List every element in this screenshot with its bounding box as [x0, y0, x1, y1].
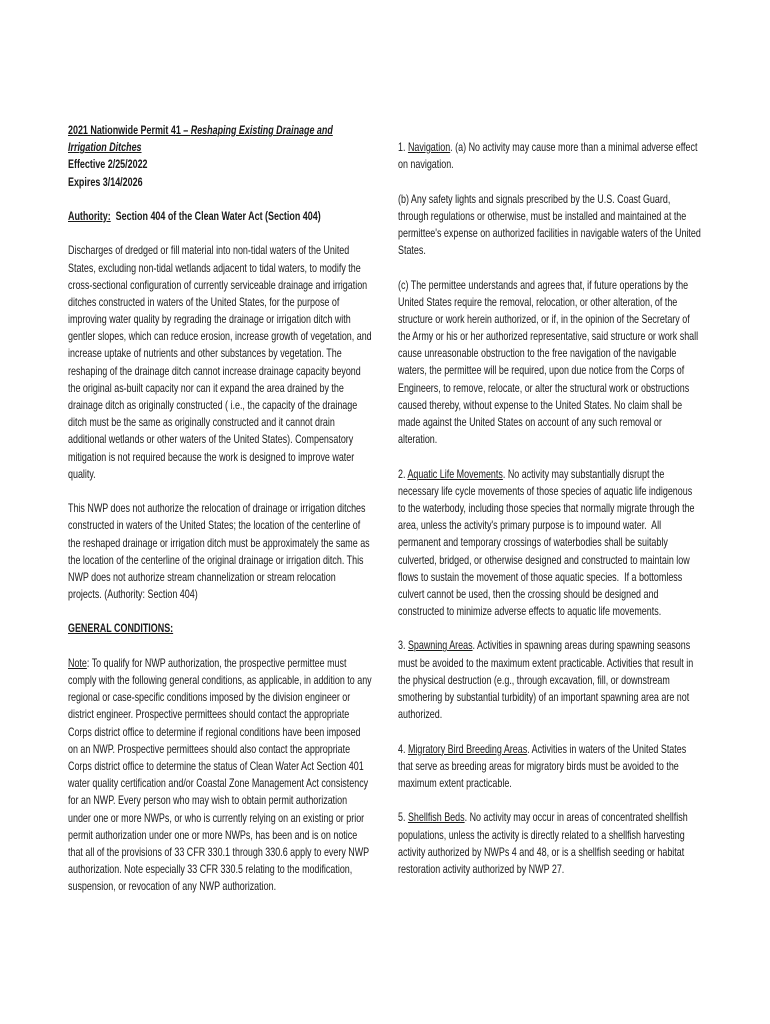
text-segment: ditches constructed in waters of the United States, for the purpose of: [68, 294, 340, 309]
description-paragraph: [68, 242, 380, 483]
text-segment: States.: [398, 243, 426, 258]
text-segment: cross-sectional configuration of currently serviceable drainage and irrigation: [68, 277, 368, 292]
text-line: [398, 191, 671, 208]
text-segment: 1.: [398, 140, 408, 154]
text-line: [68, 792, 348, 809]
bold-text: Expires 3/14/2026: [68, 174, 143, 189]
condition-1b: [398, 191, 708, 260]
condition-1c: [398, 277, 708, 449]
text-line: [398, 758, 679, 775]
underlined-label: Navigation: [407, 140, 451, 154]
text-line: [398, 775, 629, 792]
condition-1-navigation: [398, 139, 708, 173]
text-segment: permittee's expense on authorized facilities in navigable waters of the United: [398, 225, 701, 240]
text-segment: gentler slopes, which can reduce erosion, increase growth of vegetation, and: [68, 329, 372, 344]
text-segment: cause unreasonable obstruction to the free navigation of the navigable: [398, 346, 677, 361]
note-paragraph: [68, 655, 380, 896]
text-line: [398, 242, 629, 259]
text-line: [398, 380, 690, 397]
text-line: [398, 861, 629, 878]
text-segment: permanent and temporary crossings of waterbodies shall be suitably: [398, 535, 668, 550]
text-segment: . Activities in spawning areas during spawning seasons: [472, 638, 691, 653]
text-segment: suspension, or revocation of any NWP authorization.: [68, 879, 277, 894]
text-segment: Discharges of dredged or fill material into non-tidal waters of the United: [68, 243, 350, 258]
text-line: [398, 431, 629, 448]
text-line: [398, 655, 694, 672]
text-line: [398, 294, 678, 311]
text-segment: alteration.: [398, 432, 438, 447]
text-line: [68, 380, 344, 397]
text-line: [398, 466, 665, 483]
text-line: [68, 672, 372, 689]
text-segment: improving water quality by regrading the drainage or irrigation ditch with: [68, 312, 351, 327]
text-segment: projects. (Authority: Section 404): [68, 587, 198, 602]
text-line: [398, 809, 688, 826]
text-line: [68, 466, 300, 483]
text-line: [398, 225, 701, 242]
underlined-label: Irrigation Ditches: [68, 140, 142, 155]
text-line: [68, 363, 361, 380]
text-line: [398, 500, 695, 517]
text-segment: quality.: [68, 466, 96, 481]
text-line: [398, 552, 690, 569]
text-segment: 2.: [398, 466, 408, 481]
text-line: [68, 174, 300, 191]
text-segment: (b) Any safety lights and signals prescribed by the U.S. Coast Guard,: [398, 191, 671, 206]
text-line: [68, 139, 300, 156]
text-segment: constructed to minimize adverse effects to aquatic life movements.: [398, 604, 662, 619]
text-line: [68, 449, 355, 466]
text-segment: waters, the permittee will be required, upon due notice from the Corps of: [398, 363, 685, 378]
text-segment: 4.: [398, 741, 408, 756]
text-segment: Corps district office to determine if regional conditions have been imposed: [68, 724, 361, 739]
text-line: [68, 689, 351, 706]
text-line: [398, 362, 685, 379]
text-line: [398, 414, 662, 431]
text-line: [398, 689, 690, 706]
text-line: [68, 397, 358, 414]
text-line: [68, 655, 347, 672]
text-line: [68, 878, 300, 895]
underlined-label: Reshaping Existing Drainage and: [190, 123, 333, 137]
text-line: [398, 277, 689, 294]
text-segment: the reshaped drainage or irrigation ditch must be approximately the same as: [68, 535, 370, 550]
text-line: [398, 517, 662, 534]
text-segment: . Activities in waters of the United States: [527, 741, 687, 756]
text-line: [398, 637, 691, 654]
text-line: [68, 277, 368, 294]
text-segment: ditch must be the same as originally constructed and it cannot drain: [68, 415, 335, 430]
condition-3-spawning: [398, 637, 708, 723]
text-line: [68, 724, 361, 741]
text-segment: . No activity may substantially disrupt the: [502, 466, 665, 481]
text-segment: maximum extent practicable.: [398, 775, 512, 790]
text-line: [398, 569, 683, 586]
text-line: [398, 328, 699, 345]
text-segment: the original as-built capacity nor can it expand the area drained by the: [68, 380, 344, 395]
bold-text: Effective 2/25/2022: [68, 157, 148, 172]
text-line: [398, 156, 629, 173]
underlined-label: Spawning Areas: [407, 638, 473, 653]
text-segment: permit authorization under one or more NWPs, has been and is on notice: [68, 827, 358, 842]
text-line: [68, 552, 364, 569]
text-segment: . (a) No activity may cause more than a minimal adverse effect: [450, 140, 698, 154]
text-line: [398, 741, 687, 758]
text-line: [68, 328, 372, 345]
text-line: [68, 706, 350, 723]
underlined-label: Aquatic Life Movements: [407, 466, 503, 481]
underlined-label: Migratory Bird Breeding Areas: [407, 741, 528, 756]
text-segment: on navigation.: [398, 157, 454, 172]
text-line: [68, 827, 358, 844]
text-line: [68, 260, 361, 277]
text-line: [398, 139, 698, 156]
text-segment: Corps district office to determine the status of Clean Water Act Section 401: [68, 758, 364, 773]
text-segment: culverted, bridged, or otherwise designed and constructed to maintain low: [398, 552, 690, 567]
text-line: [398, 706, 629, 723]
text-line: [68, 810, 365, 827]
text-segment: the Army or his or her authorized representative, said structure or work shall: [398, 329, 699, 344]
text-segment: water quality certification and/or Coastal Zone Management Act consistency: [68, 776, 369, 791]
text-line: [68, 208, 321, 225]
text-segment: the physical destruction (e.g., through excavation, fill, or downstream: [398, 672, 670, 687]
text-line: [68, 414, 335, 431]
text-segment: reshaping of the drainage ditch cannot increase drainage capacity beyond: [68, 363, 361, 378]
relocation-paragraph: [68, 500, 380, 603]
text-line: [68, 311, 351, 328]
underlined-label: Authority:: [68, 208, 111, 223]
text-segment: increase uptake of nutrients and other substances by vegetation. The: [68, 346, 342, 361]
text-line: [68, 122, 333, 139]
text-line: [68, 156, 300, 173]
right-column: [398, 139, 708, 895]
bold-text: Section 404 of the Clean Water Act (Section 404): [110, 208, 321, 223]
text-line: [68, 775, 369, 792]
text-segment: on an NWP. Prospective permittees should also contact the appropriate: [68, 741, 351, 756]
text-line: [398, 534, 668, 551]
text-line: [68, 242, 350, 259]
text-segment: regional or case-specific conditions imposed by the division engineer or: [68, 690, 351, 705]
text-line: [398, 827, 685, 844]
text-segment: 5.: [398, 810, 408, 825]
text-line: [398, 603, 662, 620]
text-segment: flows to sustain the movement of those aquatic species. If a bottomless: [398, 569, 683, 584]
text-line: [398, 586, 659, 603]
text-line: [398, 672, 670, 689]
text-segment: additional wetlands or other waters of the United States). Compensatory: [68, 432, 354, 447]
text-segment: (c) The permittee understands and agrees that, if future operations by the: [398, 277, 689, 292]
text-line: [398, 208, 687, 225]
text-segment: culvert cannot be used, then the crossing should be designed and: [398, 586, 659, 601]
text-segment: restoration activity authorized by NWP 27.: [398, 861, 565, 876]
text-line: [68, 431, 354, 448]
text-line: [68, 535, 370, 552]
condition-2-aquatic-life: [398, 466, 708, 621]
underlined-label: GENERAL CONDITIONS:: [68, 621, 174, 636]
text-segment: constructed in waters of the United States; the location of the centerline of: [68, 518, 361, 533]
text-line: [68, 500, 366, 517]
underlined-label: Note: [68, 655, 87, 670]
text-segment: district engineer. Prospective permittees should contact the appropriate: [68, 707, 350, 722]
text-segment: comply with the following general conditions, as applicable, in addition to any: [68, 673, 372, 687]
text-line: [68, 620, 300, 637]
text-segment: . No activity may occur in areas of concentrated shellfish: [464, 810, 688, 825]
left-column: [68, 122, 380, 913]
text-line: [68, 345, 342, 362]
text-segment: necessary life cycle movements of those species of aquatic life indigenous: [398, 483, 693, 498]
text-line: [68, 758, 364, 775]
text-segment: populations, unless the activity is directly related to a shellfish harvesting: [398, 827, 685, 842]
text-segment: activity authorized by NWPs 4 and 48, or is a shellfish seeding or habitat: [398, 844, 685, 859]
text-segment: This NWP does not authorize the relocation of drainage or irrigation ditches: [68, 501, 366, 516]
text-segment: structure or work herein authorized, or if, in the opinion of the Secretary of: [398, 311, 690, 326]
text-line: [398, 844, 685, 861]
text-segment: smothering by substantial turbidity) of an important spawning area are not: [398, 690, 690, 704]
underlined-label: 2021 Nationwide Permit 41 –: [68, 123, 191, 137]
text-segment: mitigation is not required because the work is designed to improve water: [68, 449, 355, 464]
text-segment: NWP does not authorize stream channelization or stream relocation: [68, 569, 336, 584]
text-segment: the location of the centerline of the original drainage or irrigation ditch. This: [68, 552, 364, 567]
authority-line: [68, 208, 380, 225]
text-line: [398, 311, 690, 328]
text-segment: United States require the removal, relocation, or other alteration, of the: [398, 294, 678, 309]
text-segment: area, unless the activity's primary purpose is to impound water. All: [398, 518, 662, 533]
underlined-label: Shellfish Beds: [407, 810, 465, 825]
text-line: [398, 483, 693, 500]
text-segment: to the waterbody, including those species that normally migrate through the: [398, 500, 695, 515]
text-line: [68, 294, 340, 311]
text-segment: authorization. Note especially 33 CFR 330.5 relating to the modification,: [68, 862, 353, 877]
text-line: [68, 741, 351, 758]
text-segment: made against the United States on account of any such removal or: [398, 415, 662, 429]
text-segment: 3.: [398, 638, 408, 653]
condition-4-migratory-birds: [398, 741, 708, 793]
text-line: [68, 844, 370, 861]
text-segment: drainage ditch as originally constructed ( i.e., the capacity of the drainage: [68, 398, 358, 412]
text-segment: for an NWP. Every person who may wish to obtain permit authorization: [68, 793, 348, 808]
text-segment: States, excluding non-tidal wetlands adjacent to tidal waters, to modify the: [68, 260, 361, 275]
text-segment: that all of the provisions of 33 CFR 330.1 through 330.6 apply to every NWP: [68, 844, 370, 859]
permit-header: [68, 122, 380, 191]
text-line: [398, 345, 677, 362]
text-line: [398, 397, 683, 414]
condition-5-shellfish: [398, 809, 708, 878]
text-segment: Engineers, to remove, relocate, or alter the structural work or obstructions: [398, 380, 690, 395]
text-line: [68, 569, 336, 586]
text-segment: through regulations or otherwise, must be installed and maintained at the: [398, 208, 687, 223]
text-segment: authorized.: [398, 707, 443, 722]
text-segment: : To qualify for NWP authorization, the prospective permittee must: [86, 655, 347, 670]
general-conditions-heading: [68, 620, 380, 637]
text-line: [68, 517, 361, 534]
text-line: [68, 586, 300, 603]
text-segment: must be avoided to the maximum extent practicable. Activities that result in: [398, 655, 694, 670]
text-segment: under one or more NWPs, or who is currently relying on an existing or prior: [68, 810, 365, 825]
text-segment: that serve as breeding areas for migratory birds must be avoided to the: [398, 758, 679, 773]
text-line: [68, 861, 353, 878]
text-segment: caused thereby, without expense to the United States. No claim shall be: [398, 397, 683, 412]
